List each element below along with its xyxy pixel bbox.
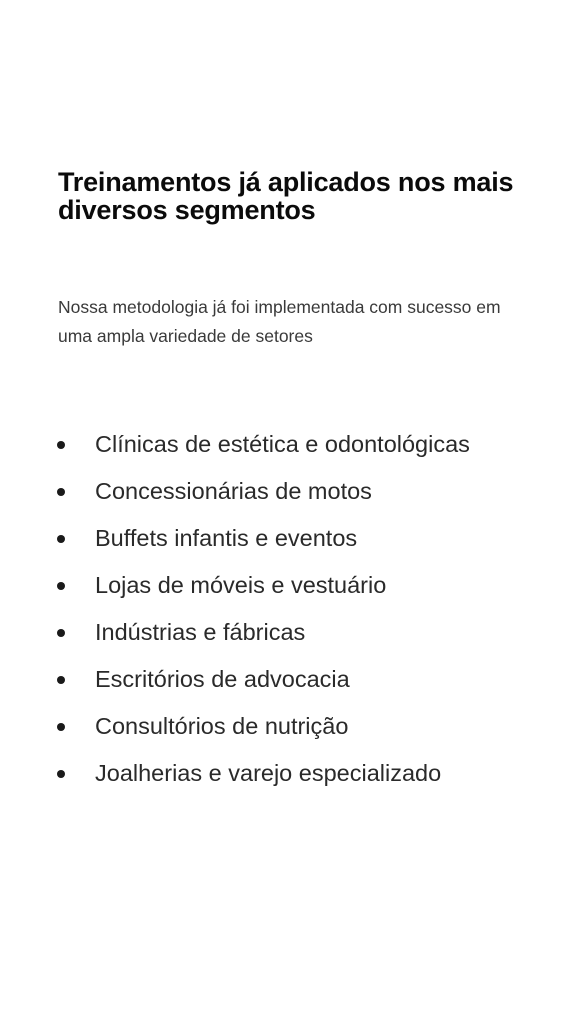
list-item-label: Buffets infantis e eventos — [95, 525, 358, 551]
list-item-label: Clínicas de estética e odontológicas — [95, 431, 470, 457]
list-item — [0, 749, 576, 796]
list-item — [0, 514, 576, 561]
list-item — [0, 420, 576, 467]
page-subtitle: Nossa metodologia já foi implementada com sucesso em uma ampla variedade de setores — [58, 297, 501, 346]
list-item-label: Concessionárias de motos — [95, 478, 372, 504]
bullet-icon — [57, 441, 65, 449]
list-item-label: Joalherias e varejo especializado — [95, 760, 442, 786]
bullet-icon — [57, 488, 65, 496]
bullet-icon — [57, 535, 65, 543]
segments-list — [0, 420, 576, 796]
list-item — [0, 702, 576, 749]
bullet-icon — [57, 770, 65, 778]
list-item — [0, 467, 576, 514]
bullet-icon — [57, 629, 65, 637]
list-item — [0, 561, 576, 608]
list-item — [0, 655, 576, 702]
list-item-label: Consultórios de nutrição — [95, 713, 349, 739]
bullet-icon — [57, 582, 65, 590]
bullet-icon — [57, 723, 65, 731]
list-item-label: Indústrias e fábricas — [95, 619, 306, 645]
list-item-label: Escritórios de advocacia — [95, 666, 350, 692]
list-item-label: Lojas de móveis e vestuário — [95, 572, 387, 598]
bullet-icon — [57, 676, 65, 684]
list-item — [0, 608, 576, 655]
page-title: Treinamentos já aplicados nos mais diversos segmentos — [58, 167, 514, 225]
